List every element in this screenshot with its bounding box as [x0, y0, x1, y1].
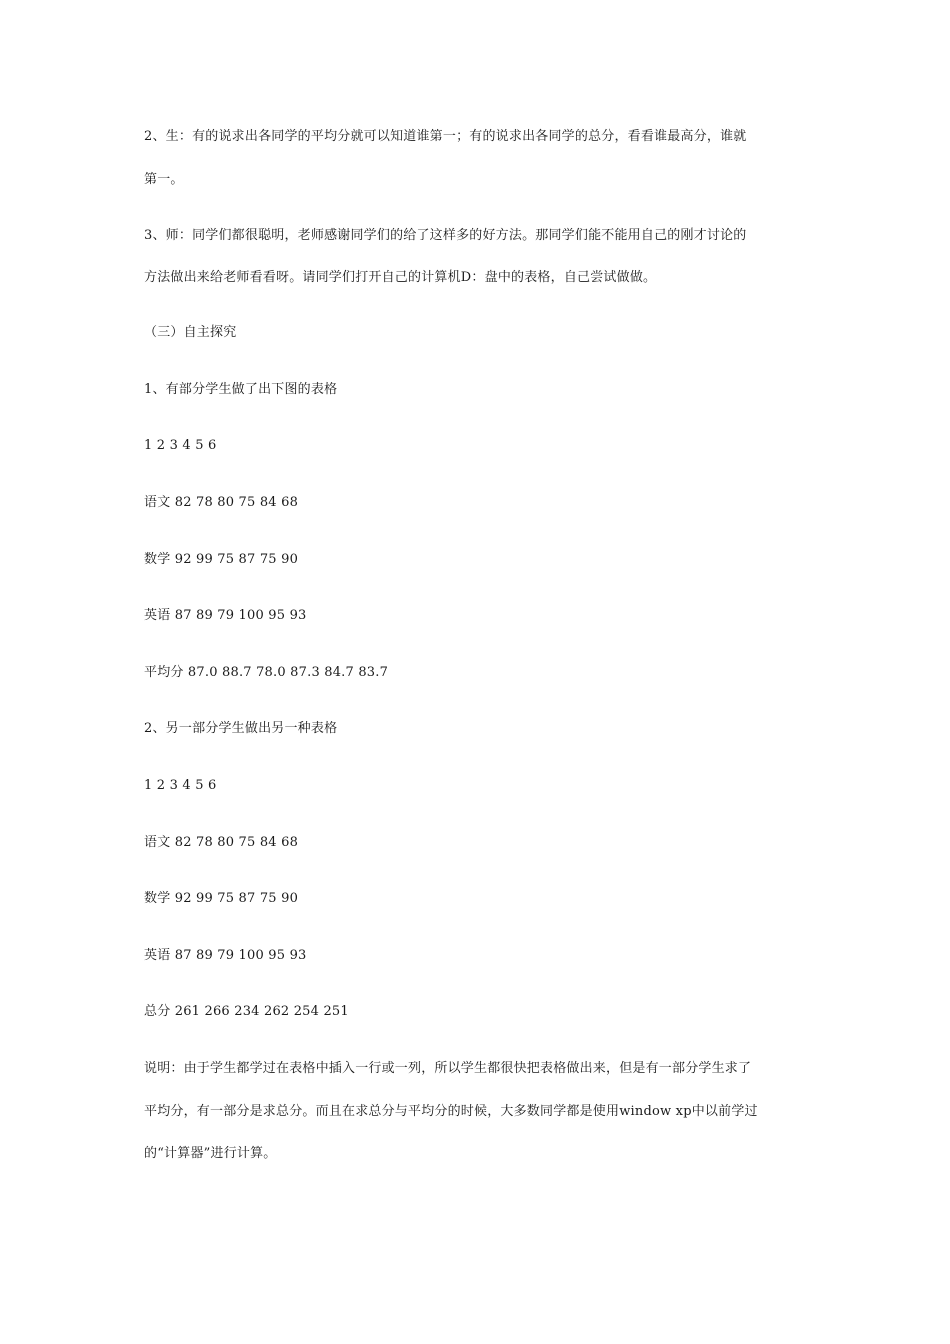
table-row: 语文 82 78 80 75 84 68: [144, 495, 299, 510]
paragraph-line: 1、有部分学生做了出下图的表格: [144, 382, 338, 397]
paragraph-line: 说明：由于学生都学过在表格中插入一行或一列，所以学生都很快把表格做出来，但是有一部分学生求了: [144, 1061, 752, 1076]
paragraph-line: 第一。: [144, 172, 184, 187]
paragraph-line: 3、师：同学们都很聪明，老师感谢同学们的给了这样多的好方法。那同学们能不能用自己的刚才讨论的: [144, 228, 747, 243]
paragraph-line: 平均分，有一部分是求总分。而且在求总分与平均分的时候，大多数同学都是使用window xp中以前学过: [144, 1104, 758, 1119]
paragraph-line: 方法做出来给老师看看呀。请同学们打开自己的计算机D：盘中的表格，自己尝试做做。: [144, 270, 657, 285]
table-header-row: 1 2 3 4 5 6: [144, 438, 217, 453]
table-row: 数学 92 99 75 87 75 90: [144, 891, 299, 906]
table-row: 总分 261 266 234 262 254 251: [144, 1004, 349, 1019]
paragraph-line: 的“计算器”进行计算。: [144, 1146, 277, 1161]
section-heading: （三）自主探究: [144, 325, 237, 340]
table-row: 平均分 87.0 88.7 78.0 87.3 84.7 83.7: [144, 665, 389, 680]
paragraph-line: 2、另一部分学生做出另一种表格: [144, 721, 338, 736]
table-row: 英语 87 89 79 100 95 93: [144, 608, 307, 623]
table-row: 英语 87 89 79 100 95 93: [144, 948, 307, 963]
table-row: 语文 82 78 80 75 84 68: [144, 835, 299, 850]
table-header-row: 1 2 3 4 5 6: [144, 778, 217, 793]
table-row: 数学 92 99 75 87 75 90: [144, 552, 299, 567]
paragraph-line: 2、生：有的说求出各同学的平均分就可以知道谁第一；有的说求出各同学的总分，看看谁最高分，谁就: [144, 129, 747, 144]
